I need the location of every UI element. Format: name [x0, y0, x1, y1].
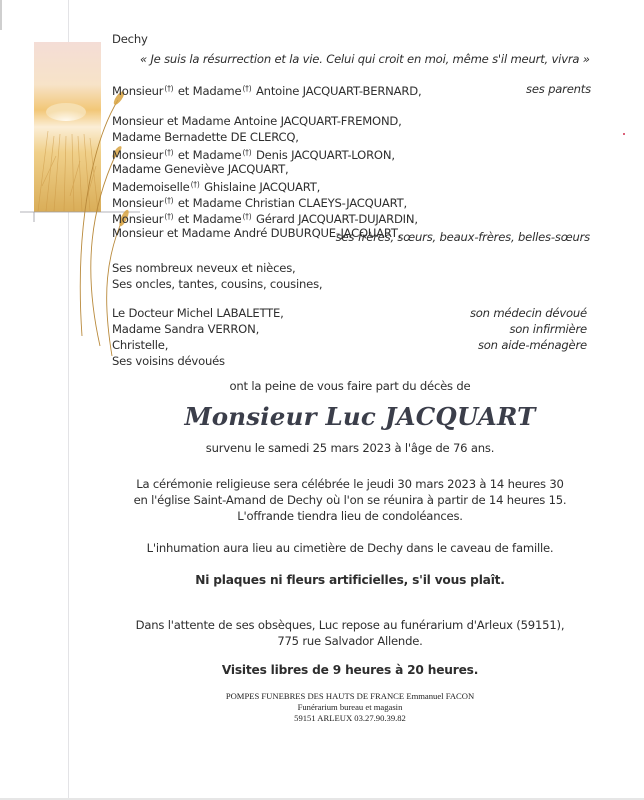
deceased-mark: (†) — [242, 212, 252, 221]
sibling-line: Mademoiselle(†) Ghislaine JACQUART, — [112, 180, 321, 194]
siblings-relation: ses frères, sœurs, beaux-frères, belles-sœurs — [335, 230, 590, 244]
sibling-line: Madame Geneviève JACQUART, — [112, 162, 289, 176]
caregiver-role: son aide-ménagère — [477, 338, 587, 352]
caregiver-name: Le Docteur Michel LABALETTE, — [112, 306, 284, 320]
caregiver-name: Madame Sandra VERRON, — [112, 322, 260, 336]
visiting-hours: Visites libres de 9 heures à 20 heures. — [221, 663, 479, 677]
caregiver-role: son médecin dévoué — [469, 306, 587, 320]
no-flowers-notice: Ni plaques ni fleurs artificielles, s'il vous plaît. — [195, 573, 505, 587]
scan-speck — [623, 133, 625, 135]
deceased-mark: (†) — [242, 84, 252, 93]
death-info: survenu le samedi 25 mars 2023 à l'âge de 76 ans. — [205, 441, 495, 455]
deceased-mark: (†) — [242, 148, 252, 157]
parents-relation: ses parents — [526, 82, 591, 96]
caregiver-role: son infirmière — [509, 322, 587, 336]
ceremony-line: La cérémonie religieuse sera célébrée le jeudi 30 mars 2023 à 14 heures 30 — [136, 477, 564, 491]
ceremony-line: L'offrande tiendra lieu de condoléances. — [237, 509, 463, 523]
funeral-home-line: 775 rue Salvador Allende. — [277, 634, 423, 648]
deceased-mark: (†) — [164, 196, 174, 205]
deceased-mark: (†) — [164, 148, 174, 157]
caregiver-name: Christelle, — [112, 338, 169, 352]
footer-company: POMPES FUNEBRES DES HAUTS DE FRANCE Emmanuel FACON — [225, 691, 475, 701]
burial-info: L'inhumation aura lieu au cimetière de Dechy dans le caveau de famille. — [146, 541, 554, 555]
caregiver-name: Ses voisins dévoués — [112, 354, 225, 368]
sibling-line: Monsieur(†) et Madame Christian CLAEYS-JACQUART, — [112, 196, 408, 210]
deceased-mark: (†) — [164, 212, 174, 221]
sibling-line: Monsieur(†) et Madame(†) Gérard JACQUART-DUJARDIN, — [112, 212, 418, 226]
sky-panel — [34, 42, 101, 212]
extended-family-line: Ses oncles, tantes, cousins, cousines, — [112, 277, 323, 291]
announcement-text: ont la peine de vous faire part du décès de — [229, 379, 471, 393]
scan-edge — [0, 0, 2, 30]
footer-subtitle: Funérarium bureau et magasin — [297, 702, 403, 712]
footer-address-phone: 59151 ARLEUX 03.27.90.39.82 — [294, 713, 406, 723]
ceremony-line: en l'église Saint-Amand de Dechy où l'on se réunira à partir de 14 heures 15. — [133, 493, 567, 507]
deceased-mark: (†) — [164, 84, 174, 93]
sibling-line: Madame Bernadette DE CLERCQ, — [112, 130, 299, 144]
sibling-line: Monsieur et Madame André DUBURQUE-JACQUART, — [112, 226, 402, 240]
sun-icon — [46, 103, 86, 121]
deceased-mark: (†) — [190, 180, 200, 189]
funeral-home-line: Dans l'attente de ses obsèques, Luc repose au funérarium d'Arleux (59151), — [135, 618, 565, 632]
sibling-line: Monsieur et Madame Antoine JACQUART-FREMOND, — [112, 114, 402, 128]
parents-line: Monsieur(†) et Madame(†) Antoine JACQUART-BERNARD, — [112, 84, 422, 98]
scripture-quote: « Je suis la résurrection et la vie. Celui qui croit en moi, même s'il meurt, vivra » — [140, 52, 590, 66]
deceased-name: Monsieur Luc JACQUART — [184, 402, 536, 431]
extended-family-line: Ses nombreux neveux et nièces, — [112, 261, 296, 275]
town-name: Dechy — [112, 32, 148, 46]
sibling-line: Monsieur(†) et Madame(†) Denis JACQUART-LORON, — [112, 148, 395, 162]
